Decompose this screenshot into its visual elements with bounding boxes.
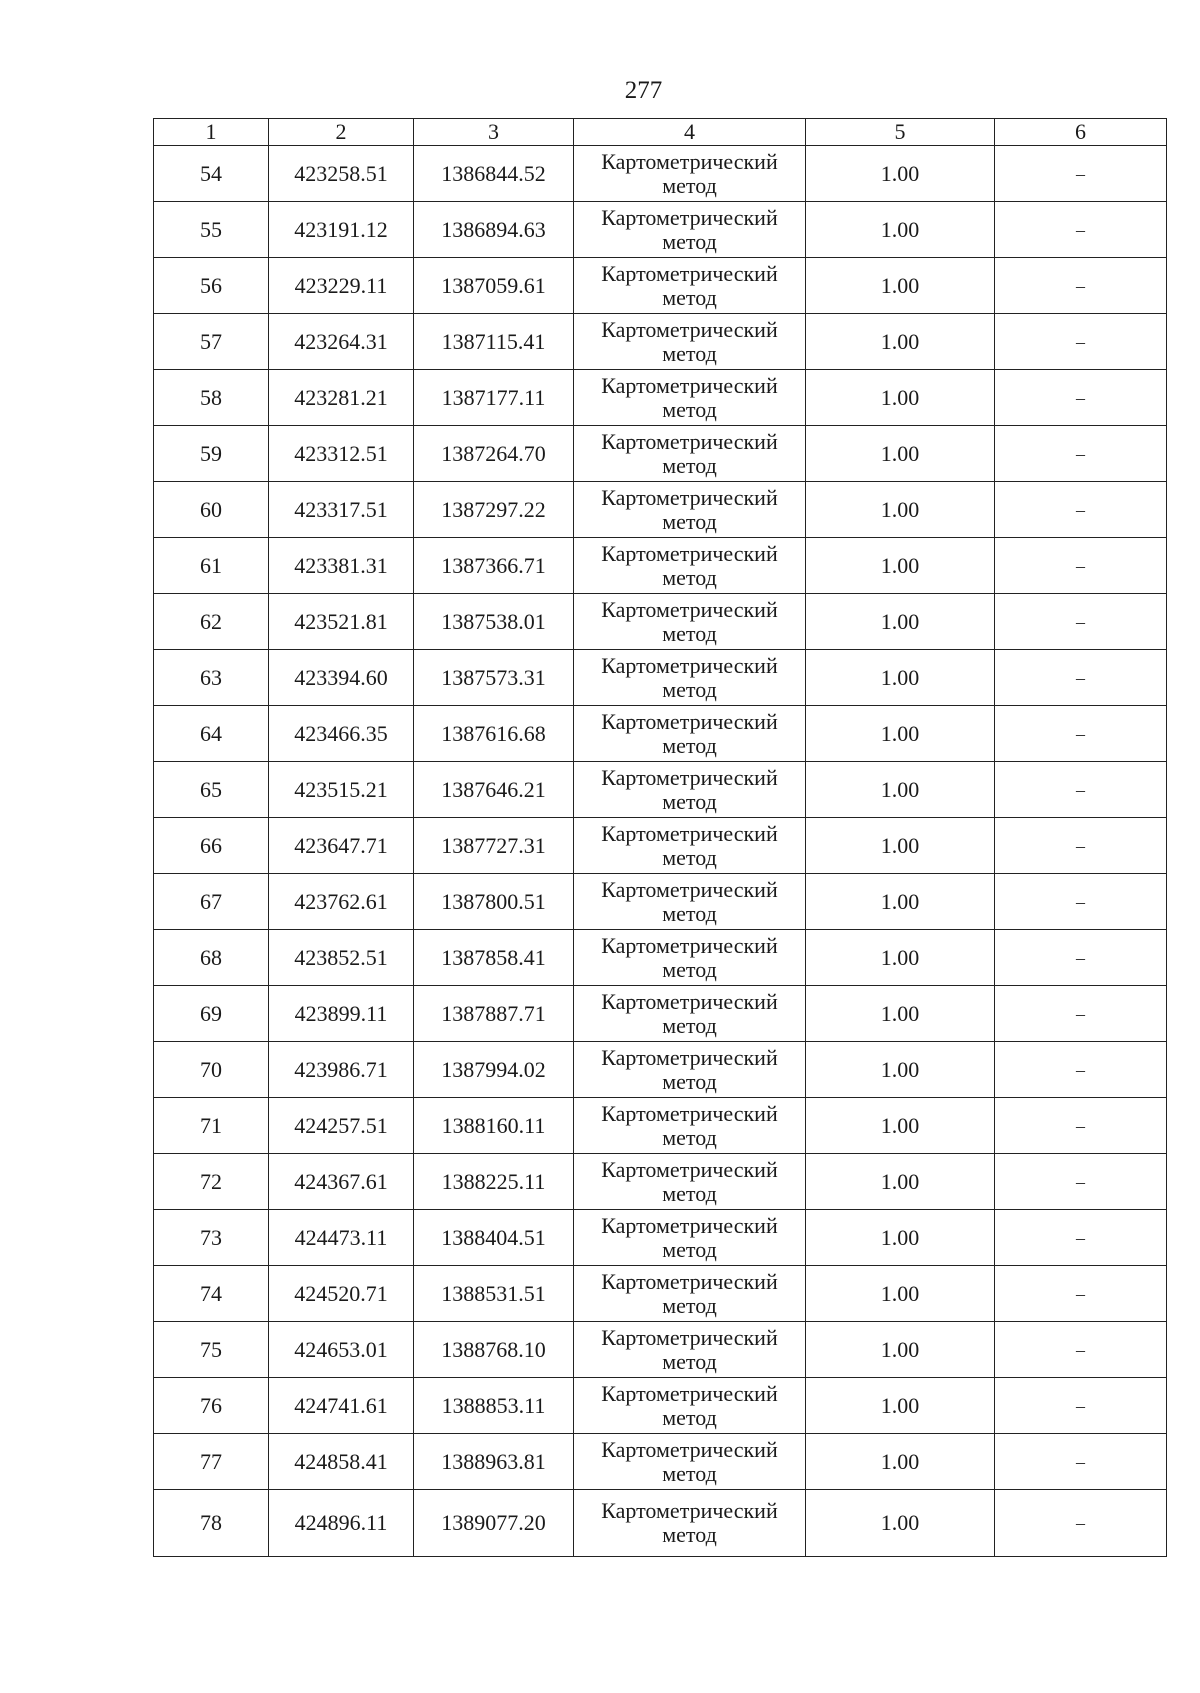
header-col-4: 4 xyxy=(574,119,806,146)
cell-point-number: 74 xyxy=(154,1266,269,1322)
cell-method xyxy=(574,426,806,482)
table-row xyxy=(154,1210,1167,1266)
table-row xyxy=(154,146,1167,202)
cell-coordinate-x: 423852.51 xyxy=(269,930,414,986)
cell-point-number: 77 xyxy=(154,1434,269,1490)
method-line-1: Картометрический xyxy=(601,372,778,398)
table-row xyxy=(154,1490,1167,1557)
cell-coordinate-y: 1387727.31 xyxy=(414,818,574,874)
cell-method xyxy=(574,146,806,202)
cell-accuracy: 1.00 xyxy=(806,1210,995,1266)
cell-method xyxy=(574,650,806,706)
method-line-1: Картометрический xyxy=(601,596,778,622)
cell-method xyxy=(574,762,806,818)
cell-note: – xyxy=(995,706,1167,762)
cell-coordinate-x: 423381.31 xyxy=(269,538,414,594)
method-line-2: метод xyxy=(662,844,717,870)
cell-accuracy: 1.00 xyxy=(806,1266,995,1322)
cell-coordinate-y: 1388853.11 xyxy=(414,1378,574,1434)
cell-coordinate-y: 1387994.02 xyxy=(414,1042,574,1098)
table-row xyxy=(154,706,1167,762)
cell-note: – xyxy=(995,1434,1167,1490)
cell-coordinate-y: 1387059.61 xyxy=(414,258,574,314)
cell-method xyxy=(574,1266,806,1322)
cell-coordinate-y: 1387887.71 xyxy=(414,986,574,1042)
cell-method xyxy=(574,202,806,258)
method-line-1: Картометрический xyxy=(601,1324,778,1350)
cell-method xyxy=(574,1154,806,1210)
method-line-1: Картометрический xyxy=(601,932,778,958)
cell-method xyxy=(574,706,806,762)
cell-coordinate-x: 423521.81 xyxy=(269,594,414,650)
cell-method xyxy=(574,258,806,314)
method-line-1: Картометрический xyxy=(601,1436,778,1462)
cell-coordinate-x: 424520.71 xyxy=(269,1266,414,1322)
cell-method xyxy=(574,1378,806,1434)
cell-point-number: 67 xyxy=(154,874,269,930)
cell-coordinate-x: 424741.61 xyxy=(269,1378,414,1434)
cell-coordinate-y: 1387616.68 xyxy=(414,706,574,762)
cell-note: – xyxy=(995,1210,1167,1266)
cell-point-number: 69 xyxy=(154,986,269,1042)
cell-method xyxy=(574,930,806,986)
cell-coordinate-x: 423466.35 xyxy=(269,706,414,762)
cell-point-number: 54 xyxy=(154,146,269,202)
cell-accuracy: 1.00 xyxy=(806,818,995,874)
cell-coordinate-x: 423191.12 xyxy=(269,202,414,258)
method-line-1: Картометрический xyxy=(601,260,778,286)
cell-coordinate-y: 1388404.51 xyxy=(414,1210,574,1266)
method-line-1: Картометрический xyxy=(601,708,778,734)
method-line-2: метод xyxy=(662,1236,717,1262)
cell-coordinate-y: 1387177.11 xyxy=(414,370,574,426)
table-row xyxy=(154,762,1167,818)
cell-accuracy: 1.00 xyxy=(806,146,995,202)
cell-coordinate-x: 424896.11 xyxy=(269,1490,414,1557)
cell-coordinate-y: 1387366.71 xyxy=(414,538,574,594)
method-line-2: метод xyxy=(662,396,717,422)
method-line-2: метод xyxy=(662,1522,717,1547)
method-line-1: Картометрический xyxy=(601,876,778,902)
cell-note: – xyxy=(995,1098,1167,1154)
table-row xyxy=(154,1378,1167,1434)
cell-method xyxy=(574,986,806,1042)
header-row xyxy=(154,119,1167,146)
method-line-1: Картометрический xyxy=(601,316,778,342)
cell-method xyxy=(574,1098,806,1154)
method-line-1: Картометрический xyxy=(601,204,778,230)
method-line-2: метод xyxy=(662,1460,717,1486)
cell-accuracy: 1.00 xyxy=(806,594,995,650)
cell-coordinate-x: 423986.71 xyxy=(269,1042,414,1098)
cell-point-number: 73 xyxy=(154,1210,269,1266)
table-row xyxy=(154,1098,1167,1154)
header-col-1: 1 xyxy=(154,119,269,146)
method-line-1: Картометрический xyxy=(601,1268,778,1294)
cell-point-number: 57 xyxy=(154,314,269,370)
cell-method xyxy=(574,874,806,930)
cell-point-number: 63 xyxy=(154,650,269,706)
cell-accuracy: 1.00 xyxy=(806,482,995,538)
table-row xyxy=(154,1042,1167,1098)
cell-coordinate-y: 1387297.22 xyxy=(414,482,574,538)
cell-point-number: 71 xyxy=(154,1098,269,1154)
table-row xyxy=(154,930,1167,986)
cell-accuracy: 1.00 xyxy=(806,706,995,762)
cell-coordinate-y: 1387115.41 xyxy=(414,314,574,370)
method-line-1: Картометрический xyxy=(601,1156,778,1182)
method-line-2: метод xyxy=(662,1124,717,1150)
method-line-1: Картометрический xyxy=(601,1212,778,1238)
method-line-2: метод xyxy=(662,172,717,198)
table-row xyxy=(154,202,1167,258)
coordinates-table xyxy=(153,118,1167,1557)
cell-method xyxy=(574,538,806,594)
cell-coordinate-x: 424858.41 xyxy=(269,1434,414,1490)
cell-note: – xyxy=(995,482,1167,538)
table-header xyxy=(154,119,1167,146)
cell-note: – xyxy=(995,1266,1167,1322)
cell-coordinate-y: 1387800.51 xyxy=(414,874,574,930)
table-row xyxy=(154,258,1167,314)
method-line-1: Картометрический xyxy=(601,540,778,566)
cell-method xyxy=(574,1210,806,1266)
table-row xyxy=(154,650,1167,706)
cell-note: – xyxy=(995,202,1167,258)
cell-coordinate-y: 1388768.10 xyxy=(414,1322,574,1378)
cell-accuracy: 1.00 xyxy=(806,650,995,706)
method-line-2: метод xyxy=(662,564,717,590)
cell-accuracy: 1.00 xyxy=(806,1378,995,1434)
table-row xyxy=(154,986,1167,1042)
cell-coordinate-y: 1387573.31 xyxy=(414,650,574,706)
method-line-2: метод xyxy=(662,676,717,702)
method-line-1: Картометрический xyxy=(601,148,778,174)
method-line-2: метод xyxy=(662,1012,717,1038)
method-line-2: метод xyxy=(662,1292,717,1318)
cell-point-number: 70 xyxy=(154,1042,269,1098)
table-row xyxy=(154,482,1167,538)
cell-point-number: 58 xyxy=(154,370,269,426)
table-body xyxy=(154,146,1167,1557)
method-line-2: метод xyxy=(662,228,717,254)
cell-accuracy: 1.00 xyxy=(806,930,995,986)
table-row xyxy=(154,370,1167,426)
cell-note: – xyxy=(995,1378,1167,1434)
cell-note: – xyxy=(995,258,1167,314)
method-line-1: Картометрический xyxy=(601,484,778,510)
table-row xyxy=(154,818,1167,874)
cell-point-number: 65 xyxy=(154,762,269,818)
cell-note: – xyxy=(995,538,1167,594)
table-row xyxy=(154,1434,1167,1490)
cell-note: – xyxy=(995,1154,1167,1210)
cell-accuracy: 1.00 xyxy=(806,258,995,314)
method-line-1: Картометрический xyxy=(601,1100,778,1126)
cell-coordinate-y: 1388225.11 xyxy=(414,1154,574,1210)
method-line-1: Картометрический xyxy=(601,1380,778,1406)
cell-method xyxy=(574,594,806,650)
cell-note: – xyxy=(995,1042,1167,1098)
method-line-2: метод xyxy=(662,340,717,366)
cell-method xyxy=(574,482,806,538)
cell-coordinate-x: 423229.11 xyxy=(269,258,414,314)
cell-note: – xyxy=(995,650,1167,706)
cell-coordinate-x: 424367.61 xyxy=(269,1154,414,1210)
method-line-1: Картометрический xyxy=(601,988,778,1014)
cell-accuracy: 1.00 xyxy=(806,1490,995,1557)
table-row xyxy=(154,874,1167,930)
cell-coordinate-y: 1386844.52 xyxy=(414,146,574,202)
cell-point-number: 56 xyxy=(154,258,269,314)
table-row xyxy=(154,426,1167,482)
cell-coordinate-x: 424257.51 xyxy=(269,1098,414,1154)
table-row xyxy=(154,314,1167,370)
cell-note: – xyxy=(995,1322,1167,1378)
cell-accuracy: 1.00 xyxy=(806,314,995,370)
method-line-1: Картометрический xyxy=(601,1498,778,1523)
cell-accuracy: 1.00 xyxy=(806,426,995,482)
cell-point-number: 75 xyxy=(154,1322,269,1378)
cell-note: – xyxy=(995,146,1167,202)
cell-coordinate-x: 423762.61 xyxy=(269,874,414,930)
cell-coordinate-x: 423312.51 xyxy=(269,426,414,482)
cell-coordinate-y: 1387646.21 xyxy=(414,762,574,818)
cell-coordinate-y: 1387538.01 xyxy=(414,594,574,650)
cell-coordinate-x: 423899.11 xyxy=(269,986,414,1042)
page-number: 277 xyxy=(624,77,663,104)
header-col-5: 5 xyxy=(806,119,995,146)
cell-coordinate-y: 1386894.63 xyxy=(414,202,574,258)
cell-note: – xyxy=(995,762,1167,818)
cell-note: – xyxy=(995,1490,1167,1557)
cell-method xyxy=(574,1042,806,1098)
cell-point-number: 68 xyxy=(154,930,269,986)
cell-method xyxy=(574,314,806,370)
cell-accuracy: 1.00 xyxy=(806,1042,995,1098)
method-line-2: метод xyxy=(662,284,717,310)
cell-accuracy: 1.00 xyxy=(806,538,995,594)
cell-point-number: 72 xyxy=(154,1154,269,1210)
cell-note: – xyxy=(995,426,1167,482)
table-row xyxy=(154,538,1167,594)
cell-coordinate-y: 1389077.20 xyxy=(414,1490,574,1557)
method-line-2: метод xyxy=(662,508,717,534)
cell-note: – xyxy=(995,818,1167,874)
cell-method xyxy=(574,370,806,426)
method-line-2: метод xyxy=(662,900,717,926)
table-row xyxy=(154,1266,1167,1322)
cell-point-number: 55 xyxy=(154,202,269,258)
cell-coordinate-x: 423317.51 xyxy=(269,482,414,538)
cell-accuracy: 1.00 xyxy=(806,1154,995,1210)
cell-point-number: 64 xyxy=(154,706,269,762)
cell-accuracy: 1.00 xyxy=(806,202,995,258)
method-line-2: метод xyxy=(662,1068,717,1094)
cell-accuracy: 1.00 xyxy=(806,986,995,1042)
cell-note: – xyxy=(995,594,1167,650)
cell-coordinate-x: 423258.51 xyxy=(269,146,414,202)
cell-point-number: 59 xyxy=(154,426,269,482)
cell-accuracy: 1.00 xyxy=(806,874,995,930)
cell-accuracy: 1.00 xyxy=(806,370,995,426)
method-line-2: метод xyxy=(662,788,717,814)
cell-coordinate-y: 1388963.81 xyxy=(414,1434,574,1490)
cell-coordinate-x: 423647.71 xyxy=(269,818,414,874)
method-line-2: метод xyxy=(662,1180,717,1206)
cell-note: – xyxy=(995,986,1167,1042)
cell-coordinate-x: 423394.60 xyxy=(269,650,414,706)
method-line-2: метод xyxy=(662,452,717,478)
cell-accuracy: 1.00 xyxy=(806,1322,995,1378)
cell-note: – xyxy=(995,370,1167,426)
method-line-2: метод xyxy=(662,956,717,982)
cell-coordinate-x: 423264.31 xyxy=(269,314,414,370)
cell-coordinate-y: 1388531.51 xyxy=(414,1266,574,1322)
cell-method xyxy=(574,1322,806,1378)
cell-accuracy: 1.00 xyxy=(806,1434,995,1490)
cell-method xyxy=(574,1490,806,1557)
cell-point-number: 61 xyxy=(154,538,269,594)
header-col-2: 2 xyxy=(269,119,414,146)
coordinates-table-container xyxy=(153,118,1166,1557)
method-line-1: Картометрический xyxy=(601,820,778,846)
cell-coordinate-x: 423281.21 xyxy=(269,370,414,426)
method-line-2: метод xyxy=(662,732,717,758)
cell-coordinate-y: 1387858.41 xyxy=(414,930,574,986)
method-line-2: метод xyxy=(662,620,717,646)
cell-method xyxy=(574,1434,806,1490)
table-row xyxy=(154,1322,1167,1378)
cell-point-number: 66 xyxy=(154,818,269,874)
table-row xyxy=(154,1154,1167,1210)
cell-accuracy: 1.00 xyxy=(806,762,995,818)
cell-note: – xyxy=(995,930,1167,986)
cell-method xyxy=(574,818,806,874)
method-line-1: Картометрический xyxy=(601,652,778,678)
method-line-1: Картометрический xyxy=(601,428,778,454)
table-row xyxy=(154,594,1167,650)
cell-coordinate-x: 424473.11 xyxy=(269,1210,414,1266)
cell-note: – xyxy=(995,314,1167,370)
cell-coordinate-x: 423515.21 xyxy=(269,762,414,818)
header-col-3: 3 xyxy=(414,119,574,146)
method-line-2: метод xyxy=(662,1404,717,1430)
cell-point-number: 62 xyxy=(154,594,269,650)
cell-accuracy: 1.00 xyxy=(806,1098,995,1154)
header-col-6: 6 xyxy=(995,119,1167,146)
cell-point-number: 60 xyxy=(154,482,269,538)
method-line-1: Картометрический xyxy=(601,764,778,790)
method-line-2: метод xyxy=(662,1348,717,1374)
cell-coordinate-x: 424653.01 xyxy=(269,1322,414,1378)
method-line-1: Картометрический xyxy=(601,1044,778,1070)
cell-point-number: 76 xyxy=(154,1378,269,1434)
cell-coordinate-y: 1388160.11 xyxy=(414,1098,574,1154)
cell-note: – xyxy=(995,874,1167,930)
cell-point-number: 78 xyxy=(154,1490,269,1557)
cell-coordinate-y: 1387264.70 xyxy=(414,426,574,482)
